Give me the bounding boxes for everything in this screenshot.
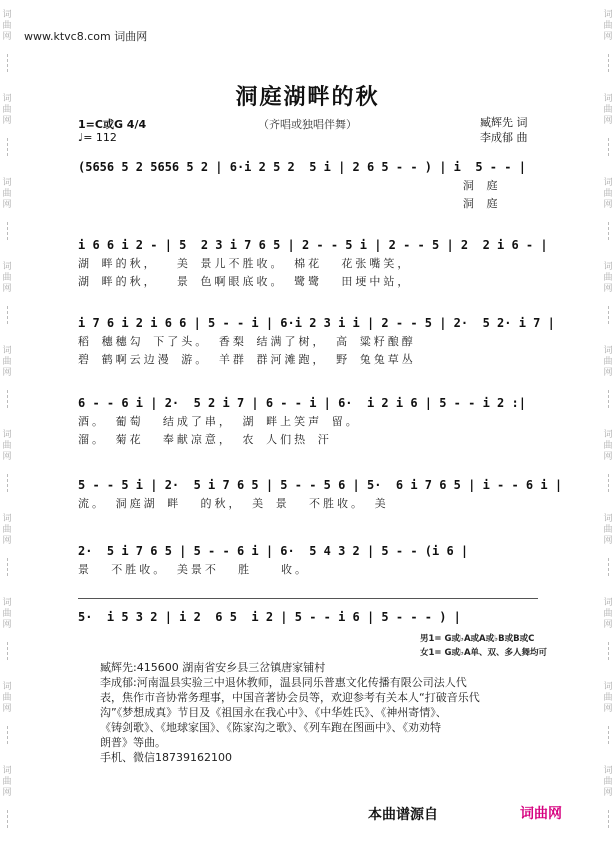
watermark-char: 网 — [603, 368, 613, 378]
notation-line: 5· i 5 3 2 | i 2 6 5 i 2 | 5 - - i 6 | 5 - - - ) | — [78, 610, 461, 624]
watermark-char: 曲 — [603, 105, 613, 115]
watermark-char: 网 — [603, 32, 613, 42]
staff-1 — [78, 160, 528, 211]
watermark-char: 词 — [2, 598, 12, 608]
watermark-char: 词 — [603, 94, 613, 104]
watermark-char: 曲 — [603, 441, 613, 451]
watermark-char: 曲 — [603, 777, 613, 787]
notation-line: 2· 5 i 7 6 5 | 5 - - 6 i | 6· 5 4 3 2 | 5 - - (i 6 | — [78, 544, 469, 558]
watermark-char: 网 — [2, 284, 12, 294]
watermark-char: 网 — [2, 704, 12, 714]
watermark-char: 网 — [603, 116, 613, 126]
lyric-line: 流。 洞庭湖 畔 的秋， 美 景 不胜收。 美 — [78, 497, 389, 510]
watermark-char: 网 — [603, 536, 613, 546]
voice-key-options — [420, 632, 547, 660]
site-url: www.ktvc8.com 词曲网 — [24, 30, 148, 43]
watermark-char: 曲 — [2, 693, 12, 703]
watermark-char: 曲 — [603, 21, 613, 31]
female-key-option: 女1= G或♭A单、双、多人舞均可 — [420, 648, 548, 658]
key-signature: 1=C或G 4/4 — [78, 118, 147, 131]
watermark-dash — [608, 390, 610, 408]
lyric-line: 湖 畔的秋， 美 景儿不胜收。 棉花 花张嘴笑， — [78, 257, 412, 270]
watermark-char: 曲 — [2, 21, 12, 31]
watermark-char: 曲 — [2, 525, 12, 535]
watermark-dash — [608, 54, 610, 72]
watermark-char: 曲 — [2, 273, 12, 283]
notation-line: 5 - - 5 i | 2· 5 i 7 6 5 | 5 - - 5 6 | 5· 6 i 7 6 5 | i - - 6 i | — [78, 478, 563, 492]
male-key-option: 男1= G或♭A或A或♭B或B或C — [420, 634, 535, 644]
watermark-char: 网 — [2, 32, 12, 42]
song-subtitle: （齐唱或独唱伴舞） — [258, 118, 357, 131]
watermark-char: 曲 — [2, 105, 12, 115]
staff-divider — [78, 598, 538, 599]
brand-logo[interactable]: 词曲网 — [520, 806, 562, 822]
watermark-dash — [7, 810, 9, 828]
staff-6 — [78, 544, 528, 577]
watermark-char: 网 — [2, 536, 12, 546]
watermark-char: 曲 — [2, 357, 12, 367]
staff-2 — [78, 238, 548, 289]
credit-line: 沟”《梦想成真》节目及《祖国永在我心中》、《中华姓氏》、《神州寄情》、 — [100, 706, 447, 719]
lyric-line: 溜。 菊花 奉献凉意， 农 人们热 汗 — [78, 433, 332, 446]
watermark-char: 曲 — [2, 777, 12, 787]
watermark-char: 词 — [603, 178, 613, 188]
watermark-dash — [7, 306, 9, 324]
watermark-char: 曲 — [603, 693, 613, 703]
watermark-char: 网 — [603, 284, 613, 294]
credit-line: 表，焦作市音协常务理事，中国音著协会员等，欢迎参考有关本人“打破音乐代 — [100, 691, 480, 704]
watermark-char: 词 — [603, 430, 613, 440]
watermark-char: 词 — [603, 514, 613, 524]
lyric-line: 景 不胜收。 美景不 胜 收。 — [78, 563, 309, 576]
watermark-char: 词 — [2, 94, 12, 104]
watermark-char: 曲 — [603, 609, 613, 619]
watermark-char: 曲 — [603, 273, 613, 283]
watermark-dash — [7, 558, 9, 576]
watermark-dash — [608, 474, 610, 492]
credit-line: 朗普》等曲。 — [100, 736, 166, 749]
watermark-char: 曲 — [2, 189, 12, 199]
notation-line: i 7 6 i 2 i 6 6 | 5 - - i | 6·i 2 3 i i | 2 - - 5 | 2· 5 2· i 7 | — [78, 316, 555, 330]
staff-3 — [78, 316, 555, 367]
watermark-dash — [7, 54, 9, 72]
composer-credit: 李成郁 曲 — [480, 131, 528, 144]
watermark-char: 词 — [2, 10, 12, 20]
lyric-line: 稻 穗穗勾 下了头。 香梨 结满了树， 高 粱籽酿醇 — [78, 335, 416, 348]
watermark-char: 网 — [603, 200, 613, 210]
watermark-char: 曲 — [603, 525, 613, 535]
staff-5 — [78, 478, 563, 511]
watermark-dash — [7, 138, 9, 156]
watermark-dash — [7, 474, 9, 492]
watermark-char: 词 — [603, 10, 613, 20]
watermark-dash — [7, 726, 9, 744]
notation-line: 6 - - 6 i | 2· 5 2 i 7 | 6 - - i | 6· i 2 i 6 | 5 - - i 2 :| — [78, 396, 526, 410]
watermark-char: 曲 — [603, 357, 613, 367]
song-title: 洞庭湖畔的秋 — [235, 84, 380, 110]
watermark-char: 词 — [603, 346, 613, 356]
watermark-dash — [608, 642, 610, 660]
watermark-char: 网 — [2, 116, 12, 126]
watermark-dash — [608, 306, 610, 324]
watermark-dash — [608, 726, 610, 744]
watermark-char: 网 — [2, 452, 12, 462]
lyric-line: 酒。 葡萄 结成了串， 湖 畔上笑声 留。 — [78, 415, 360, 428]
watermark-dash — [7, 222, 9, 240]
watermark-char: 网 — [603, 704, 613, 714]
watermark-char: 词 — [2, 178, 12, 188]
watermark-char: 词 — [2, 262, 12, 272]
source-label: 本曲谱源自 — [368, 807, 438, 823]
watermark-dash — [608, 222, 610, 240]
lyric-line: 湖 畔的秋， 景 色啊眼底收。 鹭鹭 田埂中站， — [78, 275, 412, 288]
author-credits — [100, 660, 560, 765]
credit-line: 手机、微信18739162100 — [100, 751, 232, 764]
watermark-char: 网 — [603, 452, 613, 462]
lyric-line: 洞 庭 — [78, 179, 501, 192]
lyricist-credit: 臧辉先 词 — [480, 116, 528, 129]
watermark-dash — [608, 810, 610, 828]
watermark-char: 网 — [603, 620, 613, 630]
notation-line: i 6 6 i 2 - | 5 2 3 i 7 6 5 | 2 - - 5 i | 2 - - 5 | 2 2 i 6 - | — [78, 238, 548, 252]
watermark-char: 词 — [2, 682, 12, 692]
notation-line: (5656 5 2 5656 5 2 | 6·i 2 5 2 5 i | 2 6 5 - - ) | i 5 - - | — [78, 160, 526, 174]
watermark-dash — [608, 558, 610, 576]
watermark-char: 网 — [2, 620, 12, 630]
tempo-marking: ♩= 112 — [78, 131, 117, 144]
lyric-line: 洞 庭 — [78, 197, 501, 210]
credit-line: 《铸剑歌》、《地球家国》、《陈家沟之歌》、《列车跑在图画中》、《劝劝特 — [100, 721, 441, 734]
credit-line: 臧辉先:415600 湖南省安乡县三岔镇唐家铺村 — [100, 661, 326, 674]
watermark-char: 词 — [2, 766, 12, 776]
watermark-char: 词 — [2, 430, 12, 440]
watermark-dash — [608, 138, 610, 156]
watermark-dash — [7, 390, 9, 408]
credit-line: 李成郁:河南温县实验三中退休教师，温县同乐普惠文化传播有限公司法人代 — [100, 676, 467, 689]
watermark-char: 词 — [2, 514, 12, 524]
staff-4 — [78, 396, 528, 447]
watermark-char: 网 — [2, 368, 12, 378]
watermark-char: 曲 — [2, 609, 12, 619]
watermark-char: 曲 — [2, 441, 12, 451]
lyric-line: 碧 鹤啊云边漫 游。 羊群 群河滩跑， 野 兔兔草丛 — [78, 353, 416, 366]
watermark-char: 词 — [603, 682, 613, 692]
watermark-char: 网 — [2, 200, 12, 210]
watermark-char: 词 — [603, 598, 613, 608]
watermark-char: 词 — [2, 346, 12, 356]
watermark-char: 网 — [603, 788, 613, 798]
staff-7 — [78, 610, 528, 624]
watermark-char: 词 — [603, 262, 613, 272]
watermark-char: 曲 — [603, 189, 613, 199]
watermark-char: 词 — [603, 766, 613, 776]
watermark-char: 网 — [2, 788, 12, 798]
watermark-dash — [7, 642, 9, 660]
